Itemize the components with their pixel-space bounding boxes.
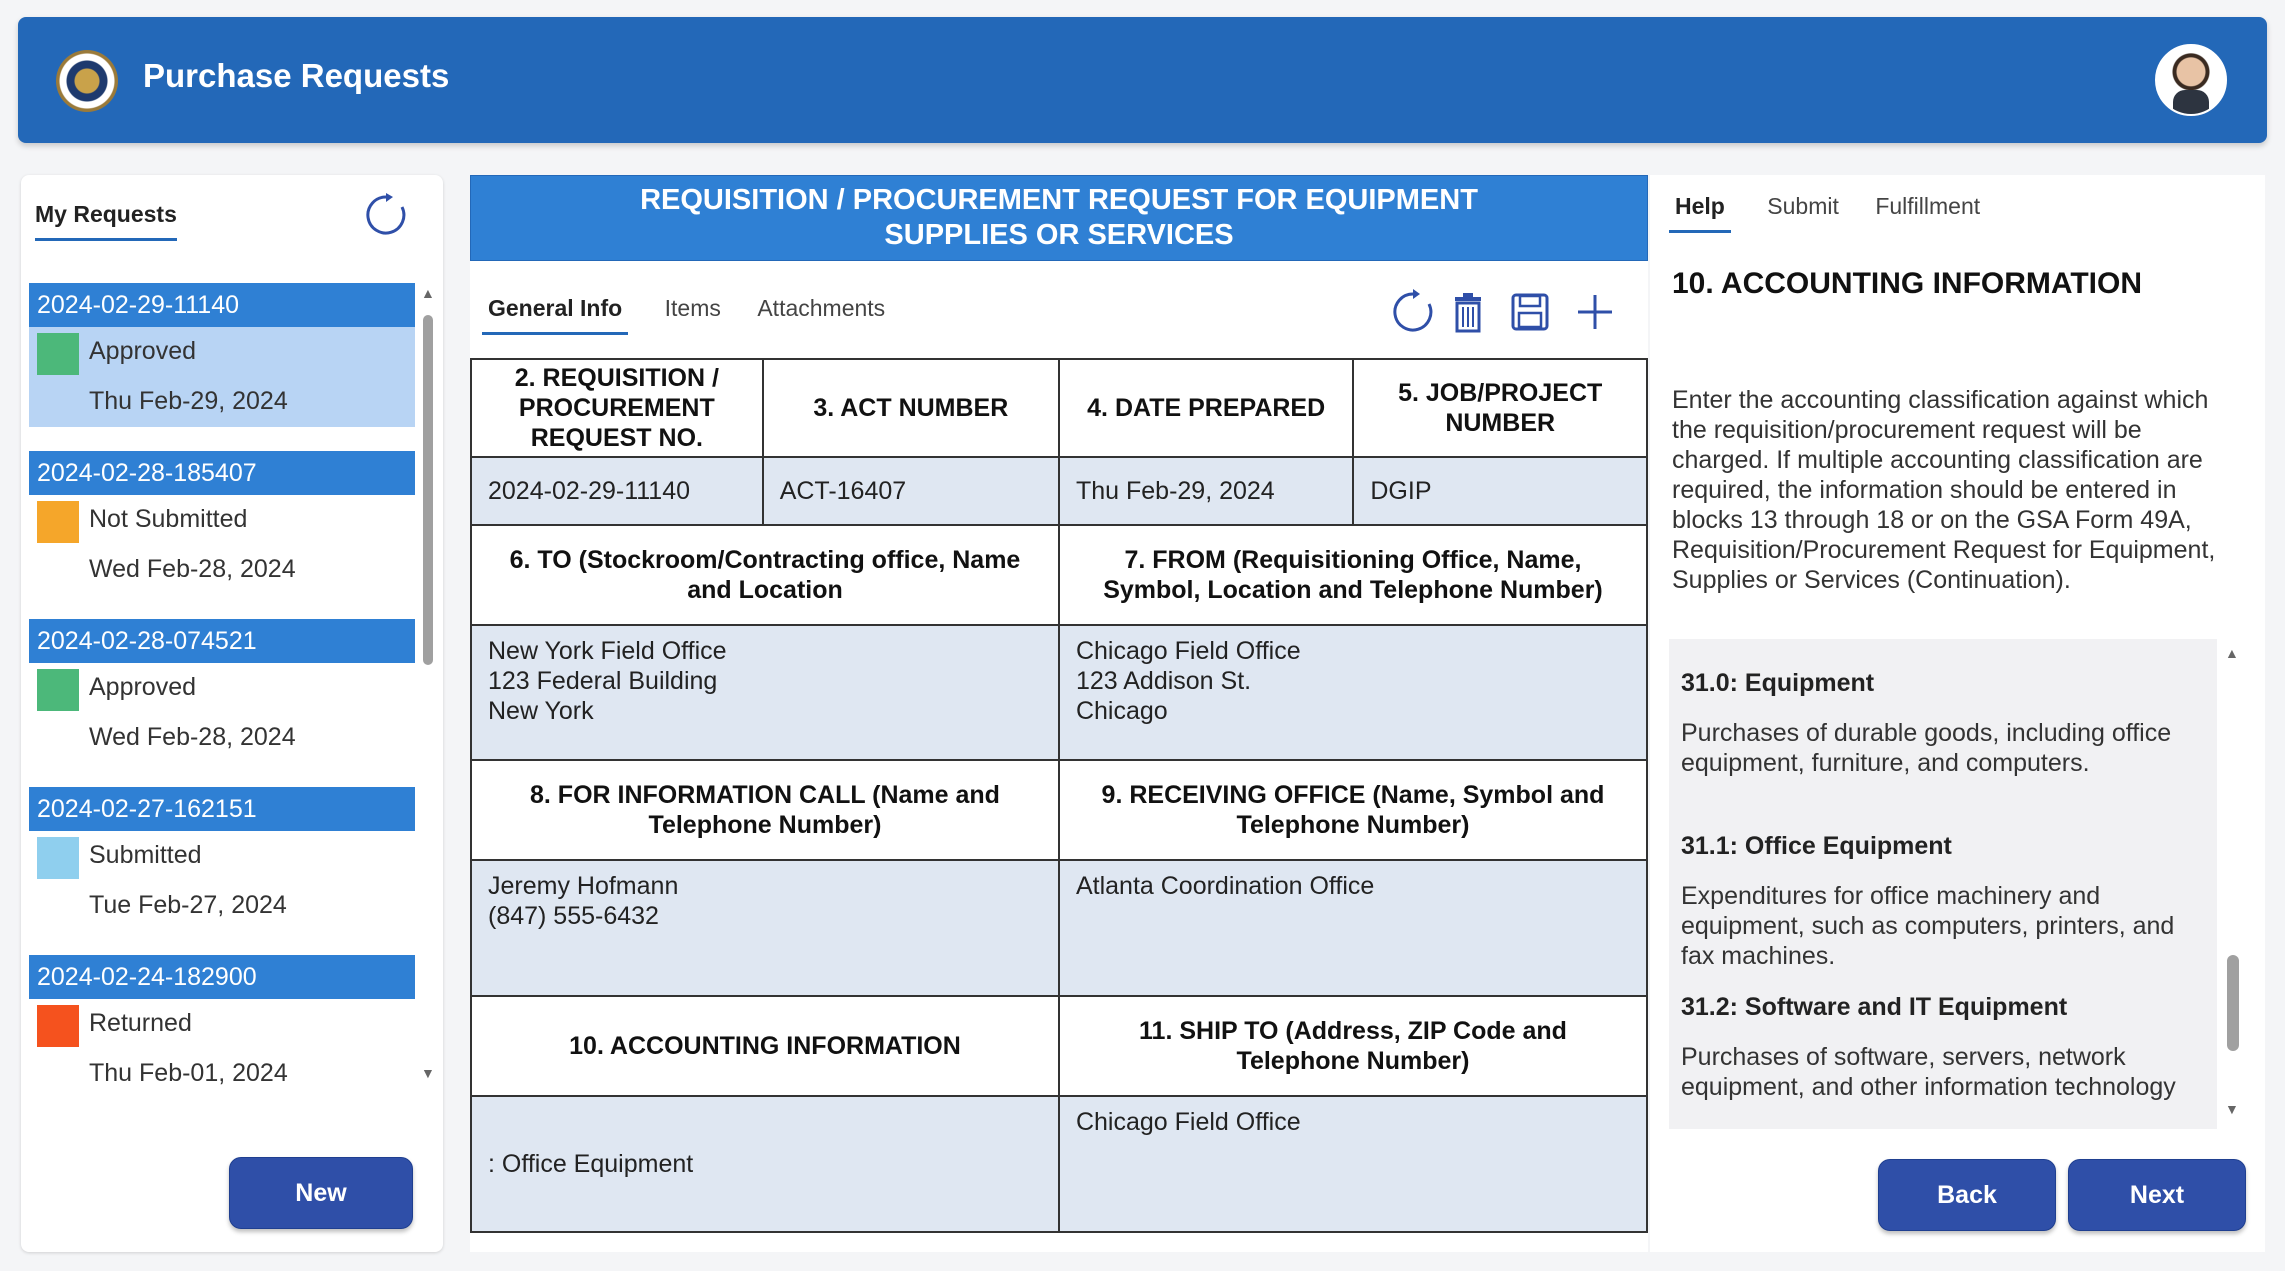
app-header <box>18 17 2267 143</box>
request-item[interactable] <box>29 619 415 787</box>
receiving-office-field[interactable]: Atlanta Coordination Office <box>1059 860 1647 996</box>
request-id: 2024-02-28-185407 <box>29 451 415 495</box>
save-icon[interactable] <box>1505 287 1555 337</box>
help-item-text: Purchases of durable goods, including office equipment, furniture, and computers. <box>1681 719 2172 777</box>
help-heading: 10. ACCOUNTING INFORMATION <box>1672 267 2142 300</box>
job-project-label: 5. JOB/PROJECT NUMBER <box>1353 359 1647 457</box>
status-color-swatch <box>37 1005 79 1047</box>
accounting-field[interactable]: : Office Equipment <box>471 1096 1059 1232</box>
ship-to-label: 11. SHIP TO (Address, ZIP Code and Telephone Number) <box>1059 996 1647 1096</box>
scroll-up-icon[interactable]: ▲ <box>421 285 435 301</box>
form-title <box>470 175 1648 261</box>
delete-icon[interactable] <box>1443 287 1493 337</box>
request-date: Wed Feb-28, 2024 <box>89 555 296 583</box>
accounting-codes-list <box>1669 639 2217 1129</box>
date-prepared-field[interactable]: Thu Feb-29, 2024 <box>1059 457 1353 525</box>
info-call-field[interactable]: Jeremy Hofmann (847) 555-6432 <box>471 860 1059 996</box>
tab-fulfillment[interactable]: Fulfillment <box>1875 193 1981 219</box>
status-color-swatch <box>37 669 79 711</box>
requests-sidebar <box>21 175 443 1252</box>
form-grid <box>470 358 1648 1233</box>
act-number-label: 3. ACT NUMBER <box>763 359 1059 457</box>
from-label: 7. FROM (Requisitioning Office, Name, Symbol, Location and Telephone Number) <box>1059 525 1647 625</box>
request-item[interactable] <box>29 283 415 451</box>
tab-general-info[interactable]: General Info <box>482 295 628 335</box>
request-id: 2024-02-24-182900 <box>29 955 415 999</box>
help-item-text: Purchases of software, servers, network equipment, and other information technology <box>1681 1043 2176 1101</box>
back-button[interactable]: Back <box>1878 1159 2056 1231</box>
form-toolbar <box>1388 287 1638 339</box>
new-request-button[interactable]: New <box>229 1157 413 1229</box>
request-status: Approved <box>89 337 197 365</box>
user-avatar[interactable] <box>2155 44 2227 116</box>
request-form <box>470 175 1648 1252</box>
form-title-line1: REQUISITION / PROCUREMENT REQUEST FOR EQUIPMENT <box>640 184 1478 216</box>
request-date: Wed Feb-28, 2024 <box>89 723 296 751</box>
status-color-swatch <box>37 837 79 879</box>
request-item[interactable] <box>29 451 415 619</box>
scroll-thumb[interactable] <box>423 315 433 665</box>
help-panel <box>1650 175 2265 1252</box>
to-label: 6. TO (Stockroom/Contracting office, Name and Location <box>471 525 1059 625</box>
from-field[interactable]: Chicago Field Office 123 Addison St. Chicago <box>1059 625 1647 760</box>
tab-attachments[interactable]: Attachments <box>757 295 886 321</box>
scroll-thumb[interactable] <box>2227 955 2239 1051</box>
status-color-swatch <box>37 501 79 543</box>
list-scrollbar[interactable] <box>421 285 435 1085</box>
help-item-title: 31.2: Software and IT Equipment <box>1681 993 2068 1021</box>
scroll-down-icon[interactable]: ▼ <box>421 1065 435 1081</box>
info-call-label: 8. FOR INFORMATION CALL (Name and Telephone Number) <box>471 760 1059 860</box>
request-date: Thu Feb-01, 2024 <box>89 1059 288 1087</box>
tab-my-requests[interactable]: My Requests <box>35 201 177 241</box>
help-item-title: 31.0: Equipment <box>1681 669 1875 697</box>
act-number-field[interactable]: ACT-16407 <box>763 457 1059 525</box>
request-status: Returned <box>89 1009 192 1037</box>
scroll-up-icon[interactable]: ▲ <box>2225 645 2239 661</box>
receiving-office-label: 9. RECEIVING OFFICE (Name, Symbol and Telephone Number) <box>1059 760 1647 860</box>
refresh-icon[interactable] <box>364 193 408 237</box>
request-status: Not Submitted <box>89 505 248 533</box>
job-project-field[interactable]: DGIP <box>1353 457 1647 525</box>
request-status: Submitted <box>89 841 202 869</box>
req-no-label: 2. REQUISITION / PROCUREMENT REQUEST NO. <box>471 359 763 457</box>
request-list <box>29 283 415 1123</box>
request-date: Thu Feb-29, 2024 <box>89 387 288 415</box>
request-item[interactable] <box>29 955 415 1123</box>
help-item-title: 31.1: Office Equipment <box>1681 832 1952 860</box>
tab-help[interactable]: Help <box>1669 193 1731 233</box>
form-tabs <box>482 295 917 335</box>
date-prepared-label: 4. DATE PREPARED <box>1059 359 1353 457</box>
add-icon[interactable] <box>1570 287 1620 337</box>
form-title-line2: SUPPLIES OR SERVICES <box>884 219 1234 251</box>
help-scrollbar[interactable] <box>2225 645 2239 1125</box>
tab-submit[interactable]: Submit <box>1767 193 1839 219</box>
request-id: 2024-02-27-162151 <box>29 787 415 831</box>
status-color-swatch <box>37 333 79 375</box>
request-id: 2024-02-28-074521 <box>29 619 415 663</box>
scroll-down-icon[interactable]: ▼ <box>2225 1101 2239 1117</box>
next-button[interactable]: Next <box>2068 1159 2246 1231</box>
to-field[interactable]: New York Field Office 123 Federal Building New York <box>471 625 1059 760</box>
tab-items[interactable]: Items <box>664 295 721 321</box>
request-item[interactable] <box>29 787 415 955</box>
help-item-text: Expenditures for office machinery and equipment, such as computers, printers, and fax machines. <box>1681 882 2175 970</box>
ship-to-field[interactable]: Chicago Field Office <box>1059 1096 1647 1232</box>
help-tabs <box>1669 193 2012 233</box>
accounting-label: 10. ACCOUNTING INFORMATION <box>471 996 1059 1096</box>
app-title: Purchase Requests <box>143 57 450 94</box>
refresh-icon[interactable] <box>1388 287 1438 337</box>
request-date: Tue Feb-27, 2024 <box>89 891 287 919</box>
request-id: 2024-02-29-11140 <box>29 283 415 327</box>
req-no-field[interactable]: 2024-02-29-11140 <box>471 457 763 525</box>
seal-logo <box>56 50 118 112</box>
help-description: Enter the accounting classification against which the requisition/procurement request will be charged. If multiple accounting classification are required, the information should be entered in blocks 13 through 18 or on the GSA Form 49A, Requisition/Procurement Request for Equipment, Supplies or Services (Continuation). <box>1672 386 2216 594</box>
request-status: Approved <box>89 673 197 701</box>
